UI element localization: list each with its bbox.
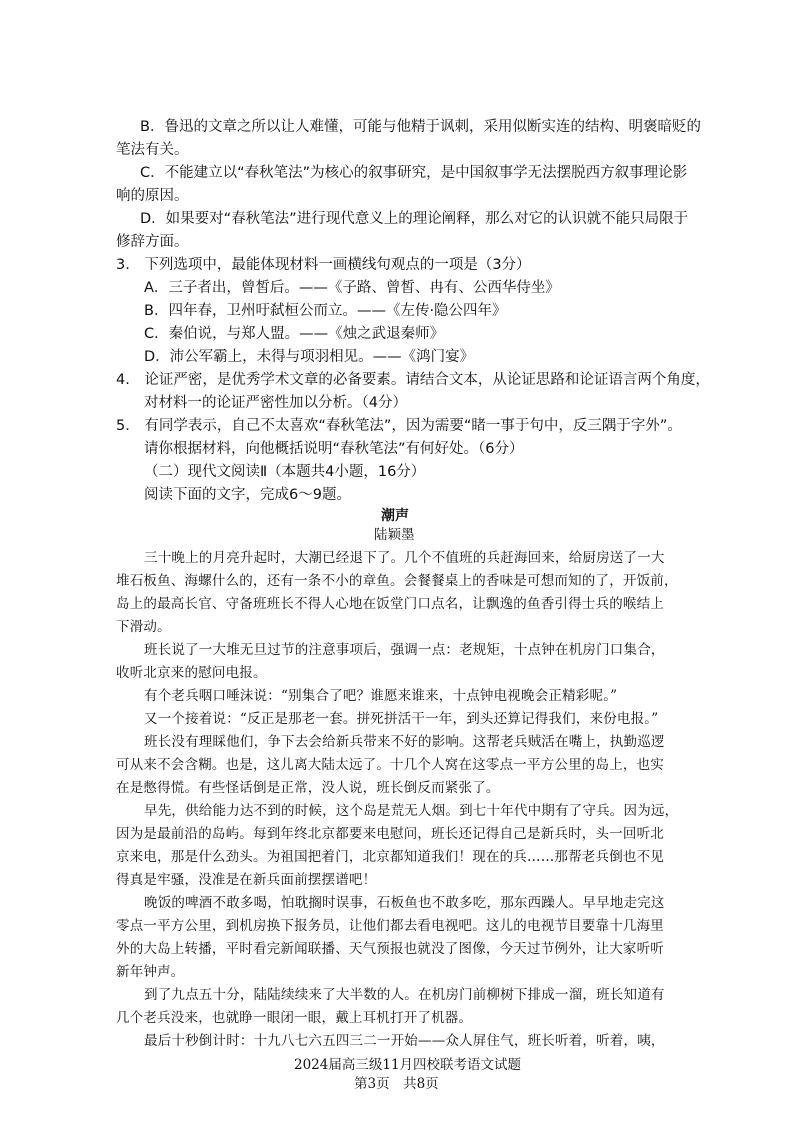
option-c-line1: C．不能建立以“春秋笔法”为核心的叙事研究，是中国叙事学无法摆脱西方叙事理论影 bbox=[140, 165, 688, 181]
footer-page-number: 第3页 共8页 bbox=[354, 1076, 439, 1092]
story-p4: 又一个接着说：“反正是那老一套。拼死拼活干一年，到头还算记得我们，来份电报。” bbox=[144, 711, 659, 727]
story-author: 陆颖墨 bbox=[374, 527, 415, 543]
question-3-option-b: B．四年春，卫州吁弑桓公而立。——《左传·隐公四年》 bbox=[144, 303, 507, 319]
question-5-line1: 5. 有同学表示，自己不太喜欢“春秋笔法”，因为需要“睹一事于句中，反三隅于字外”。 bbox=[116, 418, 682, 434]
option-d-line2: 修辞方面。 bbox=[116, 234, 189, 250]
story-title: 潮声 bbox=[381, 508, 409, 524]
story-p6-line1: 早先，供给能力达不到的时候，这个岛是荒无人烟。到七十年代中期有了守兵。因为远， bbox=[144, 803, 679, 819]
question-4-line2: 对材料一的论证严密性加以分析。（4分） bbox=[144, 395, 407, 411]
section-instruction: 阅读下面的文字，完成6～9题。 bbox=[144, 487, 351, 503]
option-c-line2: 响的原因。 bbox=[116, 188, 189, 204]
story-p5-line1: 班长没有理睬他们，争下去会给新兵带来不好的影响。这帮老兵贼活在嘴上，执勤巡逻 bbox=[144, 734, 665, 750]
story-p1-line3: 岛上的最高长官、守备班班长不得人心地在饭堂门口点名，让飘逸的鱼香引得士兵的喉结上 bbox=[116, 596, 664, 612]
story-p8-line2: 几个老兵没来，也就睁一眼闭一眼，戴上耳机打开了机器。 bbox=[116, 1010, 473, 1026]
question-3-option-c: C．秦伯说，与郑人盟。——《烛之武退秦师》 bbox=[144, 326, 445, 342]
story-p7-line4: 新年钟声。 bbox=[116, 964, 185, 980]
option-d-line1: D．如果要对“春秋笔法”进行现代意义上的理论阐释，那么对它的认识就不能只局限于 bbox=[140, 211, 689, 227]
story-p5-line3: 在是憋得慌。有些怪话倒是正常，没人说，班长倒反而紧张了。 bbox=[116, 780, 500, 796]
story-p7-line2: 零点一平方公里，到机房换下报务员，让他们都去看电视吧。这儿的电视节目要靠十几海里 bbox=[116, 918, 664, 934]
question-4-line1: 4. 论证严密，是优秀学术文章的必备要素。请结合文本，从论证思路和论证语言两个角度， bbox=[116, 372, 710, 388]
story-p6-line2: 因为是最前沿的岛屿。每到年终北京都要来电慰问，班长还记得自己是新兵时，头一回听北 bbox=[116, 826, 664, 842]
story-p6-line4: 得真是牢骚，没准是在新兵面前摆摆谱吧！ bbox=[116, 872, 377, 888]
story-p6-line3: 京来电，那是什么劲头。为祖国把着门，北京都知道我们！现在的兵……那帮老兵倒也不见 bbox=[116, 849, 664, 865]
story-p9: 最后十秒倒计时：十九八七六五四三二一开始——众人屏住气，班长听着，听着，咦， bbox=[144, 1033, 665, 1049]
story-p1-line1: 三十晚上的月亮升起时，大潮已经退下了。几个不值班的兵赶海回来，给厨房送了一大 bbox=[144, 550, 665, 566]
option-b-line2: 笔法有关。 bbox=[116, 142, 189, 158]
story-p2-line2: 收听北京来的慰问电报。 bbox=[116, 665, 267, 681]
question-3-stem: 3. 下列选项中，最能体现材料一画横线句观点的一项是（3分） bbox=[116, 257, 531, 273]
question-5-line2: 请你根据材料，向他概括说明“春秋笔法”有何好处。（6分） bbox=[144, 441, 524, 457]
story-p1-line4: 下滑动。 bbox=[116, 619, 171, 635]
story-p7-line3: 外的大岛上转播，平时看完新闻联播、天气预报也就没了图像，今天过节例外，让大家听听 bbox=[116, 941, 664, 957]
question-3-option-a: A．三子者出，曾皙后。——《子路、曾皙、冉有、公西华侍坐》 bbox=[144, 280, 560, 296]
story-p2-line1: 班长说了一大堆无旦过节的注意事项后，强调一点：老规矩，十点钟在机房门口集合， bbox=[144, 642, 665, 658]
story-p7-line1: 晚饭的啤酒不敢多喝，怕耽搁时误事，石板鱼也不敢多吃，那东西躁人。早早地走完这 bbox=[144, 895, 665, 911]
section-heading: （二）现代文阅读Ⅱ（本题共4小题，16分） bbox=[144, 464, 426, 480]
question-3-option-d: D．沛公军霸上，未得与项羽相见。——《鸿门宴》 bbox=[144, 349, 475, 365]
story-p5-line2: 可从来不会含糊。也是，这儿离大陆太远了。十几个人窝在这零点一平方公里的岛上，也实 bbox=[116, 757, 664, 773]
story-p3: 有个老兵咽口唾沫说：“别集合了吧？谁愿来谁来，十点钟电视晚会正精彩呢。” bbox=[144, 688, 618, 704]
story-p1-line2: 堆石板鱼、海螺什么的，还有一条不小的章鱼。会餐餐桌上的香味是可想而知的了，开饭前， bbox=[116, 573, 678, 589]
footer-exam-title: 2024届高三级11月四校联考语文试题 bbox=[294, 1057, 522, 1073]
option-b-line1: B．鲁迅的文章之所以让人难懂，可能与他精于讽刺，采用似断实连的结构、明褒暗贬的 bbox=[140, 119, 701, 135]
story-p8-line1: 到了九点五十分，陆陆续续来了大半数的人。在机房门前柳树下排成一溜，班长知道有 bbox=[144, 987, 665, 1003]
